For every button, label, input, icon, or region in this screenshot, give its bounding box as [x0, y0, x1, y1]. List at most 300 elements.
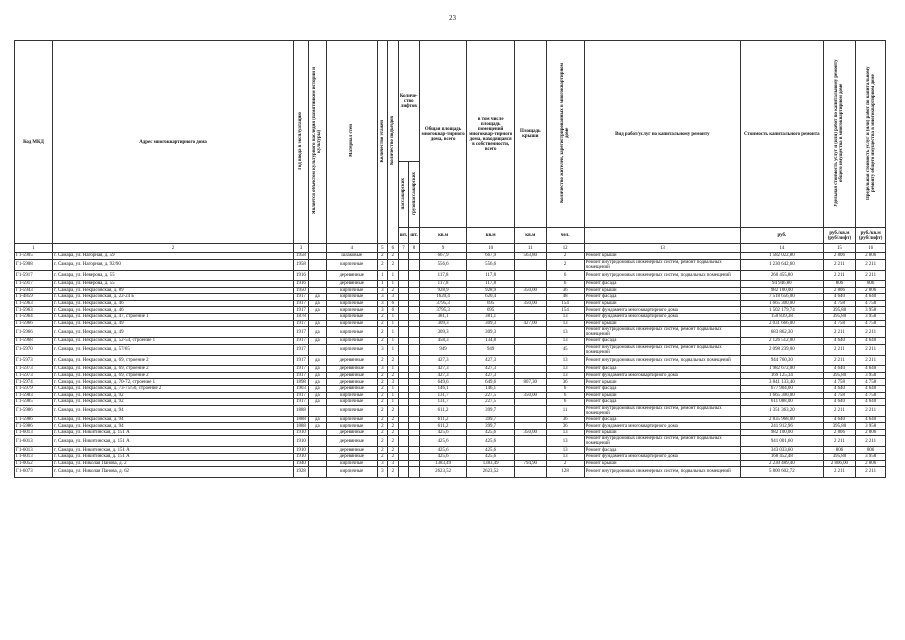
- cell-cost: 1 582 022,80: [741, 253, 823, 260]
- column-number: 2: [53, 244, 294, 253]
- cell-address: г. Самара, ул. Некрасовская, д. 94: [53, 416, 294, 423]
- cell-heritage: [308, 287, 326, 294]
- cell-residents: 6: [546, 399, 584, 406]
- cell-max-cost: 2 806: [856, 429, 886, 436]
- cell-area-total: 928,9: [419, 287, 467, 294]
- cell-unit-cost: 2 806: [823, 287, 856, 294]
- cell-area-owned: 928,9: [467, 287, 515, 294]
- cell-heritage: да: [308, 366, 326, 373]
- cell-address: г. Самара, ул. Неверова, д. 55: [53, 280, 294, 287]
- cell-cost: 260 455,80: [741, 270, 823, 280]
- cell-cost: 982 100,00: [741, 287, 823, 294]
- cell-area-owned: 949: [467, 344, 515, 355]
- table-row: [15, 300, 886, 307]
- cell-floors: 3: [377, 287, 388, 294]
- cell-entrances: 1: [388, 327, 399, 338]
- cell-code: Г1-5986: [15, 416, 53, 423]
- cell-code: Г1-5985: [15, 399, 53, 406]
- cell-max-cost: 4 640: [856, 399, 886, 406]
- cell-address: г. Самара, ул. Некрасовская, д. 69, строение 2: [53, 355, 294, 365]
- cell-unit-cost: 2 211: [823, 405, 856, 416]
- cell-lifts-passenger: [398, 399, 409, 406]
- cell-heritage: [308, 344, 326, 355]
- cell-walls: деревянные: [326, 429, 377, 436]
- cell-work-type: Ремонт внутридомовых инженерных систем, ремонт подвальных помещений: [584, 259, 740, 270]
- cell-residents: 13: [546, 454, 584, 461]
- cell-address: г. Самара, ул. Некрасовская, д. 22-24 Б: [53, 294, 294, 301]
- cell-heritage: [308, 454, 326, 461]
- cell-lifts-freight: [409, 372, 420, 379]
- cell-lifts-passenger: [398, 392, 409, 399]
- cell-cost: 1 502 179,74: [741, 307, 823, 314]
- table-row: [15, 287, 886, 294]
- cell-walls: деревянные: [326, 280, 377, 287]
- cell-heritage: да: [308, 300, 326, 307]
- cell-lifts-passenger: [398, 344, 409, 355]
- cell-area-total: 611,2: [419, 405, 467, 416]
- cell-area-total: 131,7: [419, 399, 467, 406]
- cell-code: Г1-5979: [15, 385, 53, 392]
- cell-entrances: 1: [388, 280, 399, 287]
- cell-lifts-passenger: [398, 454, 409, 461]
- cell-year: 1888: [294, 405, 309, 416]
- cell-heritage: [308, 270, 326, 280]
- cell-cost: 611 088,00: [741, 399, 823, 406]
- cell-lifts-freight: [409, 416, 420, 423]
- cell-entrances: 2: [388, 287, 399, 294]
- cell-area-owned: 427,3: [467, 355, 515, 365]
- cell-lifts-passenger: [398, 313, 409, 320]
- cell-walls: деревянные: [326, 447, 377, 454]
- cell-roof-area: [514, 385, 546, 392]
- table-row: [15, 399, 886, 406]
- cell-walls: шлаковые: [326, 253, 377, 260]
- cell-entrances: 2: [388, 454, 399, 461]
- cell-address: г. Самара, ул. Никитинская, д. 151 А: [53, 454, 294, 461]
- cell-roof-area: 350,00: [514, 429, 546, 436]
- cell-lifts-freight: [409, 379, 420, 386]
- cell-walls: кирпичные: [326, 287, 377, 294]
- cell-entrances: 2: [388, 423, 399, 430]
- cell-max-cost: 3 958: [856, 313, 886, 320]
- cell-area-owned: 556,6: [467, 259, 515, 270]
- cell-residents: 13: [546, 447, 584, 454]
- cell-area-total: 458,3: [419, 338, 467, 345]
- cell-max-cost: 3 958: [856, 454, 886, 461]
- cell-heritage: да: [308, 338, 326, 345]
- cell-cost: 241 912,96: [741, 423, 823, 430]
- cell-walls: кирпичные: [326, 313, 377, 320]
- table-row: [15, 320, 886, 327]
- cell-floors: 2: [377, 253, 388, 260]
- cell-code: Г1-6013: [15, 429, 53, 436]
- unit-work-type: [584, 228, 740, 244]
- cell-work-type: Ремонт фундамента многоквартирного дома: [584, 307, 740, 314]
- cell-area-owned: 649,6: [467, 379, 515, 386]
- cell-code: Г1-5973: [15, 355, 53, 365]
- cell-unit-cost: 2 211: [823, 270, 856, 280]
- cell-floors: 1: [377, 270, 388, 280]
- cell-cost: 5 800 602,72: [741, 467, 823, 477]
- cell-floors: 3: [377, 294, 388, 301]
- cell-unit-cost: 2 211: [823, 259, 856, 270]
- cell-unit-cost: 2 211: [823, 436, 856, 447]
- cell-year: 1917: [294, 320, 309, 327]
- cell-code: Г1-5973: [15, 366, 53, 373]
- cell-area-owned: 227,5: [467, 399, 515, 406]
- cell-area-total: 381,1: [419, 313, 467, 320]
- unit-area-owned: кв.м: [467, 228, 515, 244]
- cell-roof-area: [514, 327, 546, 338]
- cell-unit-cost: 4 640: [823, 294, 856, 301]
- cell-lifts-freight: [409, 320, 420, 327]
- column-number: 15: [823, 244, 856, 253]
- cell-max-cost: 2 211: [856, 467, 886, 477]
- cell-code: Г1-5974: [15, 379, 53, 386]
- cell-lifts-freight: [409, 338, 420, 345]
- cell-roof-area: [514, 259, 546, 270]
- cell-cost: 677 904,00: [741, 385, 823, 392]
- cell-max-cost: 2 806: [856, 460, 886, 467]
- cell-cost: 1 665 300,00: [741, 392, 823, 399]
- cell-heritage: да: [308, 385, 326, 392]
- cell-lifts-freight: [409, 313, 420, 320]
- column-number-row: [15, 244, 886, 253]
- cell-roof-area: [514, 313, 546, 320]
- cell-lifts-passenger: [398, 460, 409, 467]
- table-row: [15, 454, 886, 461]
- cell-entrances: 2: [388, 405, 399, 416]
- cell-floors: 2: [377, 385, 388, 392]
- cell-year: 1917: [294, 399, 309, 406]
- table-row: [15, 280, 886, 287]
- cell-roof-area: [514, 294, 546, 301]
- cell-unit-cost: 4 640: [823, 416, 856, 423]
- cell-year: 1917: [294, 294, 309, 301]
- cell-heritage: да: [308, 327, 326, 338]
- cell-unit-cost: 4 640: [823, 366, 856, 373]
- cell-walls: кирпичные: [326, 300, 377, 307]
- cell-residents: 13: [546, 429, 584, 436]
- cell-area-total: 131,7: [419, 392, 467, 399]
- cell-floors: 2: [377, 399, 388, 406]
- cell-code: Г1-5986: [15, 405, 53, 416]
- cell-floors: 2: [377, 313, 388, 320]
- cell-entrances: 2: [388, 253, 399, 260]
- column-number: 9: [419, 244, 467, 253]
- column-number: 16: [856, 244, 886, 253]
- cell-address: г. Самара, ул. Николая Панова, д. 62: [53, 467, 294, 477]
- cell-year: 1916: [294, 280, 309, 287]
- cell-entrances: 3: [388, 460, 399, 467]
- cell-code: Г1-0052: [15, 460, 53, 467]
- cell-lifts-passenger: [398, 423, 409, 430]
- cell-unit-cost: 4 758: [823, 392, 856, 399]
- cell-work-type: Ремонт фундамента многоквартирного дома: [584, 423, 740, 430]
- cell-work-type: Ремонт фасада: [584, 385, 740, 392]
- cell-code: Г1-5963: [15, 300, 53, 307]
- cell-max-cost: 2 211: [856, 355, 886, 365]
- cell-lifts-freight: [409, 392, 420, 399]
- cell-entrances: 1: [388, 320, 399, 327]
- unit-unit-cost: руб./кв.м (руб/лифт): [823, 228, 856, 244]
- cell-area-total: 649,6: [419, 379, 467, 386]
- cell-max-cost: 2 211: [856, 259, 886, 270]
- cell-walls: деревянные: [326, 436, 377, 447]
- cell-residents: 48: [546, 294, 584, 301]
- cell-cost: 1 230 642,60: [741, 259, 823, 270]
- cell-work-type: Ремонт крыши: [584, 320, 740, 327]
- table-row: [15, 366, 886, 373]
- cell-floors: 2: [377, 423, 388, 430]
- cell-heritage: [308, 467, 326, 477]
- cell-area-owned: 134,8: [467, 338, 515, 345]
- cell-lifts-passenger: [398, 259, 409, 270]
- cell-work-type: Ремонт внутридомовых инженерных систем, ремонт подвальных помещений: [584, 405, 740, 416]
- cell-roof-area: [514, 344, 546, 355]
- cell-entrances: 6: [388, 300, 399, 307]
- cell-max-cost: 2 211: [856, 270, 886, 280]
- cell-address: г. Самара, ул. Некрасовская, д. 69, строение 2: [53, 372, 294, 379]
- table-row: [15, 307, 886, 314]
- cell-work-type: Ремонт крыши: [584, 253, 740, 260]
- cell-lifts-passenger: [398, 280, 409, 287]
- cell-unit-cost: 2 806: [823, 253, 856, 260]
- cell-max-cost: 2 211: [856, 327, 886, 338]
- cell-code: Г1-5964: [15, 313, 53, 320]
- cell-roof-area: [514, 447, 546, 454]
- cell-address: г. Самара, ул. Некрасовская, д. 69, строение 2: [53, 366, 294, 373]
- cell-area-owned: 117,8: [467, 270, 515, 280]
- cell-residents: 6: [546, 270, 584, 280]
- cell-residents: 6: [546, 280, 584, 287]
- cell-code: Г1-5973: [15, 372, 53, 379]
- cell-floors: 2: [377, 447, 388, 454]
- cell-max-cost: 2 211: [856, 344, 886, 355]
- cell-year: 1888: [294, 416, 309, 423]
- cell-heritage: да: [308, 294, 326, 301]
- column-number: 13: [584, 244, 740, 253]
- cell-heritage: [308, 253, 326, 260]
- cell-roof-area: [514, 467, 546, 477]
- cell-residents: 13: [546, 366, 584, 373]
- cell-entrances: 1: [388, 366, 399, 373]
- cell-work-type: Ремонт фасада: [584, 294, 740, 301]
- cell-area-owned: 227,5: [467, 392, 515, 399]
- cell-code: Г1-5943: [15, 287, 53, 294]
- cell-code: Г1-6073: [15, 467, 53, 477]
- table-row: [15, 344, 886, 355]
- cell-max-cost: 4 758: [856, 392, 886, 399]
- cell-walls: кирпичные: [326, 416, 377, 423]
- cell-code: Г1-5917: [15, 270, 53, 280]
- cell-year: 1917: [294, 372, 309, 379]
- cell-area-owned: 399,7: [467, 416, 515, 423]
- cell-work-type: Ремонт фундамента многоквартирного дома: [584, 372, 740, 379]
- cell-heritage: да: [308, 372, 326, 379]
- cell-work-type: Ремонт внутридомовых инженерных систем, ремонт подвальных помещений: [584, 344, 740, 355]
- cell-walls: кирпичные: [326, 399, 377, 406]
- cell-roof-area: [514, 355, 546, 365]
- cell-lifts-freight: [409, 280, 420, 287]
- table-row: [15, 259, 886, 270]
- cell-entrances: 2: [388, 372, 399, 379]
- cell-address: г. Самара, ул. Некрасовская, д. 70-72, строение 1: [53, 379, 294, 386]
- cell-unit-cost: 395,80: [823, 423, 856, 430]
- cell-area-owned: 309,3: [467, 320, 515, 327]
- cell-cost: 941 001,60: [741, 436, 823, 447]
- cell-area-total: 146,1: [419, 385, 467, 392]
- cell-residents: 2: [546, 460, 584, 467]
- cell-walls: деревянные: [326, 454, 377, 461]
- cell-lifts-freight: [409, 300, 420, 307]
- cell-walls: кирпичные: [326, 423, 377, 430]
- table-row: [15, 327, 886, 338]
- cell-address: г. Самара, ул. Некрасовская, д. 94: [53, 405, 294, 416]
- cell-area-total: 425,6: [419, 447, 467, 454]
- column-number: 1: [15, 244, 53, 253]
- cell-work-type: Ремонт фундамента многоквартирного дома: [584, 454, 740, 461]
- column-number-spacer: [308, 244, 326, 253]
- cell-residents: 2: [546, 259, 584, 270]
- cell-area-total: 667,9: [419, 253, 467, 260]
- cell-lifts-freight: [409, 307, 420, 314]
- cell-residents: 6: [546, 392, 584, 399]
- cell-work-type: Ремонт внутридомовых инженерных систем, подвальных помещений: [584, 270, 740, 280]
- table-row: [15, 372, 886, 379]
- cell-lifts-passenger: [398, 467, 409, 477]
- cell-area-owned: 425,6: [467, 454, 515, 461]
- cell-address: г. Самара, ул. Некрасовская, д. 92: [53, 399, 294, 406]
- cell-unit-cost: 4 758: [823, 320, 856, 327]
- cell-address: г. Самара, ул. Некрасовская, д. 94: [53, 423, 294, 430]
- cell-address: г. Самара, ул. Нагорная, д. 92/90: [53, 259, 294, 270]
- cell-roof-area: [514, 366, 546, 373]
- cell-residents: 13: [546, 372, 584, 379]
- cell-roof-area: 563,80: [514, 253, 546, 260]
- table-body: [15, 253, 886, 478]
- cell-walls: кирпичные: [326, 392, 377, 399]
- unit-roof-area: кв.м: [514, 228, 546, 244]
- cell-walls: кирпичные: [326, 307, 377, 314]
- cell-area-total: 3795,3: [419, 307, 467, 314]
- cell-code: Г1-5905: [15, 253, 53, 260]
- cell-code: Г1-5986: [15, 423, 53, 430]
- cell-work-type: Ремонт крыши: [584, 379, 740, 386]
- cell-year: 1917: [294, 338, 309, 345]
- table-row: [15, 253, 886, 260]
- cell-heritage: да: [308, 355, 326, 365]
- cell-work-type: Ремонт фасада: [584, 447, 740, 454]
- cell-unit-cost: 806: [823, 280, 856, 287]
- cell-entrances: 3: [388, 294, 399, 301]
- cell-residents: 154: [546, 300, 584, 307]
- column-number: 12: [546, 244, 584, 253]
- cell-unit-cost: 395,80: [823, 307, 856, 314]
- cell-roof-area: [514, 436, 546, 447]
- cell-address: г. Самара, ул. Неверова, д. 55: [53, 270, 294, 280]
- cell-floors: 2: [377, 436, 388, 447]
- cell-max-cost: 4 758: [856, 300, 886, 307]
- cell-lifts-freight: [409, 399, 420, 406]
- cell-cost: 94 946,80: [741, 280, 823, 287]
- cell-roof-area: [514, 416, 546, 423]
- cell-lifts-passenger: [398, 429, 409, 436]
- cell-entrances: 2: [388, 259, 399, 270]
- cell-lifts-freight: [409, 344, 420, 355]
- cell-heritage: да: [308, 379, 326, 386]
- cell-lifts-passenger: [398, 436, 409, 447]
- cell-unit-cost: 2 211: [823, 327, 856, 338]
- cell-heritage: да: [308, 392, 326, 399]
- cell-area-owned: 427,3: [467, 372, 515, 379]
- cell-floors: 2: [377, 372, 388, 379]
- cell-residents: 13: [546, 327, 584, 338]
- header-work-type: Вид работ/услуг по капитальному ремонту: [584, 41, 740, 228]
- cell-max-cost: 4 640: [856, 416, 886, 423]
- header-cost: Стоимость капитального ремонта: [741, 41, 823, 228]
- cell-address: г. Самара, ул. Некрасовская, д. 73-75/50, строение 2: [53, 385, 294, 392]
- cell-unit-cost: 4 640: [823, 399, 856, 406]
- cell-cost: 169 125,34: [741, 372, 823, 379]
- column-number: 14: [741, 244, 823, 253]
- cell-floors: 2: [377, 355, 388, 365]
- table-row: [15, 467, 886, 477]
- table-row: [15, 436, 886, 447]
- cell-cost: 3 841 133,40: [741, 379, 823, 386]
- cell-residents: 13: [546, 436, 584, 447]
- cell-area-owned: 117,8: [467, 280, 515, 287]
- cell-unit-cost: 2 211: [823, 355, 856, 365]
- column-number: 7: [398, 244, 409, 253]
- cell-code: Г1-5983: [15, 392, 53, 399]
- cell-area-owned: 399,7: [467, 405, 515, 416]
- unit-max-cost: руб./кв.м (руб/лифт): [856, 228, 886, 244]
- unit-cost: руб.: [741, 228, 823, 244]
- cell-lifts-passenger: [398, 366, 409, 373]
- cell-code: Г1-6013: [15, 436, 53, 447]
- cell-work-type: Ремонт фасада: [584, 280, 740, 287]
- cell-heritage: да: [308, 320, 326, 327]
- cell-lifts-passenger: [398, 300, 409, 307]
- cell-max-cost: 2 211: [856, 405, 886, 416]
- cell-work-type: Ремонт крыши: [584, 287, 740, 294]
- cell-address: г. Самара, ул. Николая Панова, д. 2: [53, 460, 294, 467]
- cell-entrances: 1: [388, 392, 399, 399]
- cell-unit-cost: 2 806: [823, 429, 856, 436]
- cell-area-total: 427,3: [419, 355, 467, 365]
- header-lifts: Количе-ство лифтов: [398, 41, 419, 162]
- cell-lifts-freight: [409, 294, 420, 301]
- cell-roof-area: [514, 454, 546, 461]
- cell-heritage: [308, 259, 326, 270]
- cell-entrances: 6: [388, 307, 399, 314]
- cell-heritage: [308, 447, 326, 454]
- cell-unit-cost: 4 640: [823, 338, 856, 345]
- cell-address: г. Самара, ул. Некрасовская, д. 46: [53, 300, 294, 307]
- cell-heritage: да: [308, 416, 326, 423]
- cell-residents: 13: [546, 338, 584, 345]
- cell-lifts-passenger: [398, 416, 409, 423]
- cell-roof-area: [514, 307, 546, 314]
- cell-walls: кирпичные: [326, 327, 377, 338]
- table-row: [15, 270, 886, 280]
- cell-address: г. Самара, ул. Некрасовская, д. 92: [53, 392, 294, 399]
- cell-roof-area: [514, 399, 546, 406]
- cell-lifts-freight: [409, 259, 420, 270]
- cell-heritage: [308, 280, 326, 287]
- cell-walls: кирпичные: [326, 460, 377, 467]
